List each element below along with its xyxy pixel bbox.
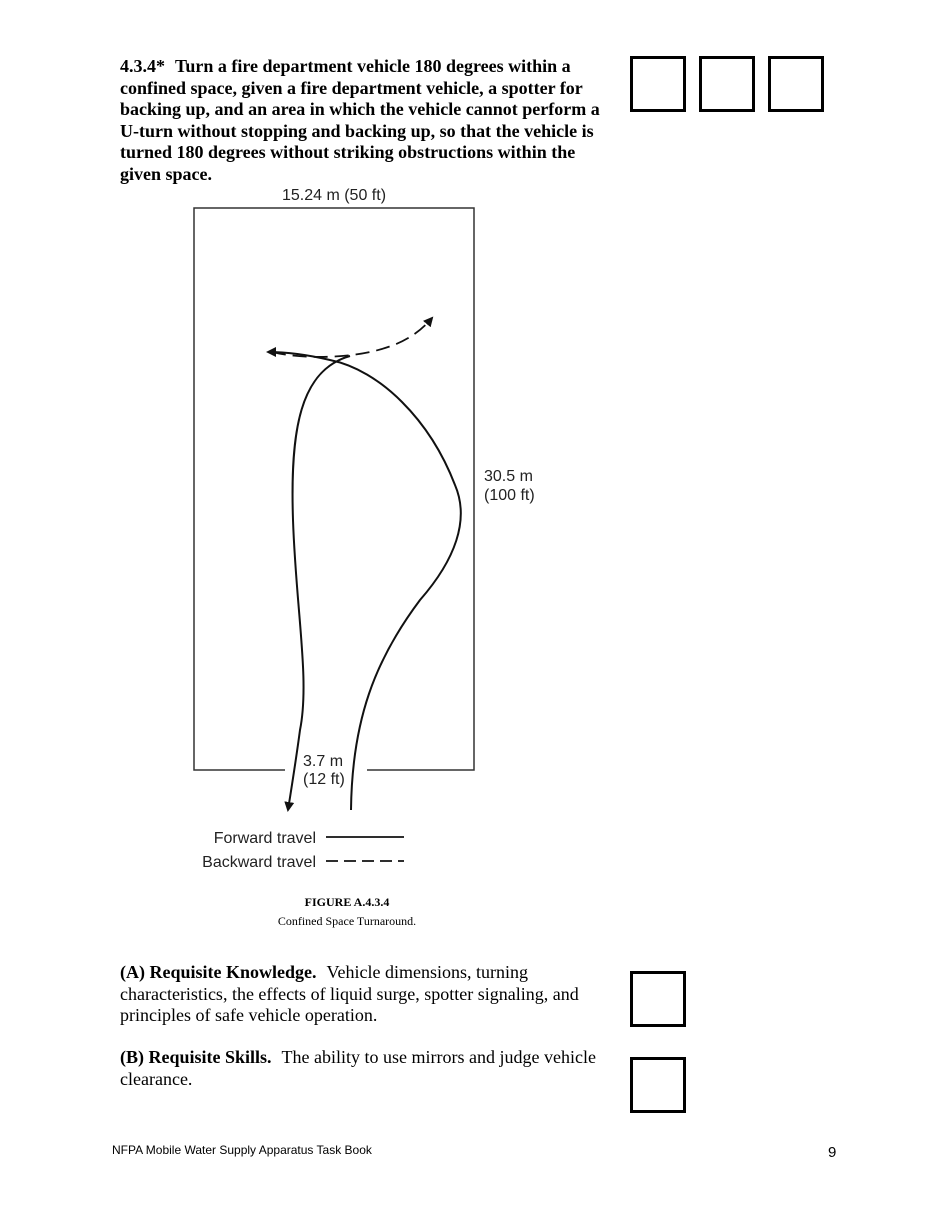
task-statement (120, 56, 620, 185)
requisite-knowledge-text: Vehicle dimensions, turning characteristics, the effects of liquid surge, spotter signaling, and principles of safe vehicle operation. (120, 962, 579, 1025)
figure-caption-subtitle: Confined Space Turnaround. (277, 914, 417, 928)
requisite-knowledge (120, 962, 610, 1027)
requisite-knowledge-heading: (A) Requisite Knowledge. (120, 962, 317, 982)
length-dimension-label-2: (100 ft) (484, 487, 535, 504)
requisite-skills-heading: (B) Requisite Skills. (120, 1047, 272, 1067)
requisite-skills-text: The ability to use mirrors and judge vehicle clearance. (120, 1047, 596, 1089)
turnaround-diagram (180, 180, 560, 880)
task-signoff-checkbox-1[interactable] (630, 56, 686, 112)
opening-dimension-label-1: 3.7 m (303, 753, 344, 770)
width-dimension-label: 15.24 m (50 ft) (281, 187, 387, 204)
forward-path-exit (288, 356, 350, 810)
task-description: Turn a fire department vehicle 180 degrees within a confined space, given a fire department vehicle, a spotter for backing up, and an area in which the vehicle cannot perform a U-turn without stopping and backing up, so that the vehicle is turned 180 degrees without striking obstructions within the given space. (120, 56, 600, 184)
task-number: 4.3.4* (120, 56, 165, 76)
page-number: 9 (828, 1144, 837, 1161)
length-dimension-label-1: 30.5 m (484, 468, 533, 485)
task-signoff-checkbox-3[interactable] (768, 56, 824, 112)
opening-dimension-label-2: (12 ft) (303, 771, 345, 788)
requisite-skills (120, 1047, 610, 1090)
knowledge-signoff-checkbox[interactable] (630, 971, 686, 1027)
confined-space-boundary (194, 208, 474, 770)
skills-signoff-checkbox[interactable] (630, 1057, 686, 1113)
figure-caption-title: FIGURE A.4.3.4 (304, 895, 390, 909)
backward-path (272, 318, 432, 357)
legend-forward-label: Forward travel (213, 830, 316, 847)
legend-backward-label: Backward travel (202, 854, 316, 871)
footer-title: NFPA Mobile Water Supply Apparatus Task Book (112, 1143, 372, 1157)
task-signoff-checkbox-2[interactable] (699, 56, 755, 112)
